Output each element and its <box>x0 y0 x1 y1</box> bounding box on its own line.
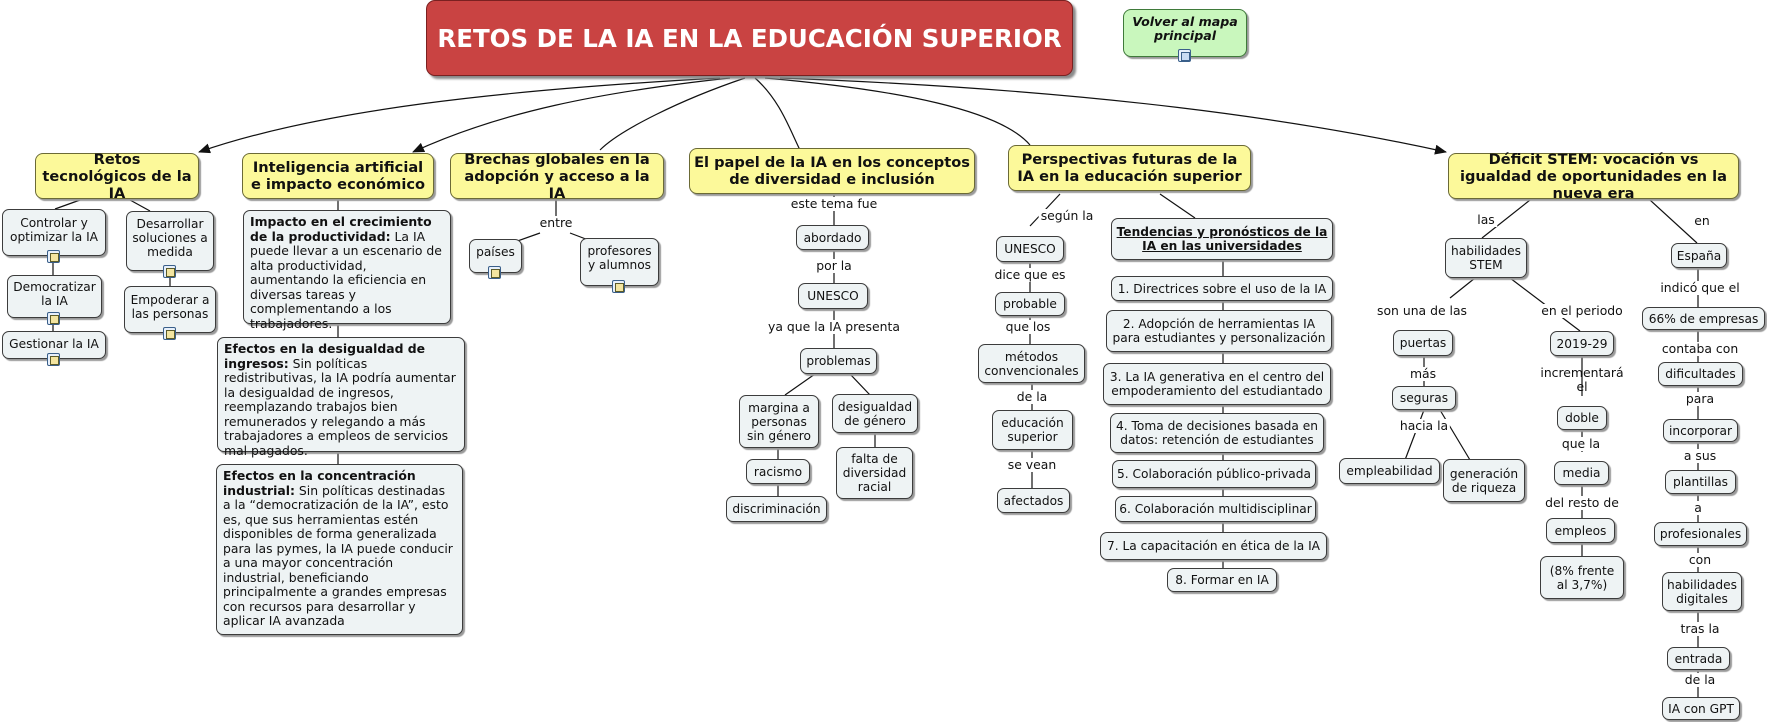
concept-espana: España <box>1671 243 1727 268</box>
concept-problemas: problemas <box>800 348 877 374</box>
concept-paises: países <box>469 239 522 273</box>
link-label: de la <box>1016 389 1048 404</box>
concept-unesco: UNESCO <box>798 283 868 309</box>
concept-media: media <box>1554 461 1609 485</box>
concept-gestionar-ia: Gestionar la IA <box>2 331 106 359</box>
trend-4: 4. Toma de decisiones basada en datos: retención de estudiantes <box>1110 413 1324 453</box>
concept-entrada: entrada <box>1667 647 1730 670</box>
concept-desarrollar-soluciones: Desarrollar soluciones a medida <box>126 211 214 271</box>
concept-porcentaje: (8% frente al 3,7%) <box>1540 556 1624 599</box>
note-heading: Impacto en el crecimiento de la productividad: <box>250 214 432 244</box>
note-heading: Efectos en la desigualdad de ingresos: <box>224 341 426 371</box>
link-label: en <box>1694 213 1710 228</box>
trend-5: 5. Colaboración público-privada <box>1112 460 1316 488</box>
document-icon[interactable] <box>163 327 176 340</box>
concept-tendencias-pronosticos <box>1111 218 1333 260</box>
category-retos-tecnologicos: Retos tecnológicos de la IA <box>35 153 199 199</box>
concept-doble: doble <box>1557 406 1607 430</box>
link-label: indicó que el <box>1660 280 1740 295</box>
concept-profesores-alumnos: profesores y alumnos <box>580 238 659 286</box>
trend-1: 1. Directrices sobre el uso de la IA <box>1111 276 1333 301</box>
link-label: contaba con <box>1661 341 1739 356</box>
note-concentracion-industrial <box>216 464 463 635</box>
trend-2: 2. Adopción de herramientas IA para estudiantes y personalización <box>1106 310 1332 352</box>
concept-unesco: UNESCO <box>996 236 1064 262</box>
concept-educacion-superior: educación superior <box>992 410 1073 450</box>
category-perspectivas-futuras: Perspectivas futuras de la IA en la educación superior <box>1008 145 1251 191</box>
link-label: se vean <box>1007 457 1057 472</box>
link-label: según la <box>1040 208 1094 223</box>
document-icon[interactable] <box>47 312 60 325</box>
concept-ia-con-gpt: IA con GPT <box>1662 697 1740 720</box>
concept-seguras: seguras <box>1392 386 1456 410</box>
document-icon[interactable] <box>612 280 625 293</box>
link-label: por la <box>816 258 852 273</box>
concept-generacion-riqueza: generación de riqueza <box>1443 459 1525 502</box>
trend-8: 8. Formar en IA <box>1167 568 1277 592</box>
link-label-entre: entre <box>539 215 573 230</box>
link-label: del resto de <box>1545 495 1619 510</box>
category-ia-impacto-economico: Inteligencia artificial e impacto económico <box>242 153 434 199</box>
concept-empoderar-personas: Empoderar a las personas <box>124 286 216 333</box>
concept-plantillas: plantillas <box>1665 470 1736 494</box>
document-icon[interactable] <box>488 266 501 279</box>
back-to-main-map-link[interactable]: Volver al mapa principal <box>1123 9 1247 57</box>
concept-dificultades: dificultades <box>1658 362 1743 386</box>
note-text: Sin políticas redistributivas, la IA podría aumentar la desigualdad de ingresos, reemplazando trabajos bien remunerados y relegando a más trabajadores a empleos de servicios mal pagados. <box>224 355 456 458</box>
concept-empleabilidad: empleabilidad <box>1339 458 1440 484</box>
concept-margina-personas: margina a personas sin género <box>739 395 819 448</box>
concept-controlar-ia: Controlar y optimizar la IA <box>2 209 106 256</box>
category-deficit-stem: Déficit STEM: vocación vs igualdad de oportunidades en la nueva era <box>1448 153 1739 199</box>
concept-desigualdad-genero: desigualdad de género <box>832 394 918 433</box>
map-title: RETOS DE LA IA EN LA EDUCACIÓN SUPERIOR <box>426 0 1073 76</box>
trend-3: 3. La IA generativa en el centro del empoderamiento del estudiantado <box>1103 363 1331 405</box>
concept-habilidades-stem: habilidades STEM <box>1445 238 1527 278</box>
link-label: de la <box>1684 672 1716 687</box>
tendencias-title: Tendencias y pronósticos de la IA en las universidades <box>1116 225 1328 253</box>
link-label: a <box>1694 500 1702 515</box>
link-label: ya que la IA presenta <box>768 319 900 334</box>
concept-metodos-convencionales: métodos convencionales <box>978 344 1085 383</box>
link-label: que la <box>1561 436 1601 451</box>
concept-racismo: racismo <box>746 459 810 484</box>
note-heading: Efectos en la concentración industrial: <box>223 468 416 498</box>
note-text: La IA puede llevar a un escenario de alta productividad, aumentando la eficiencia en diversas tareas y complementando a los trabajadores. <box>250 228 442 331</box>
concept-afectados: afectados <box>997 488 1070 513</box>
link-label: este tema fue <box>790 196 878 211</box>
concept-empleos: empleos <box>1546 518 1615 543</box>
document-icon[interactable] <box>47 353 60 366</box>
link-label: en el periodo <box>1541 303 1623 318</box>
link-label: para <box>1685 391 1715 406</box>
trend-7: 7. La capacitación en ética de la IA <box>1100 532 1327 560</box>
concept-discriminacion: discriminación <box>726 496 827 522</box>
link-label: hacia la <box>1399 418 1449 433</box>
map-link-icon[interactable] <box>1178 49 1191 62</box>
concept-incorporar: incorporar <box>1663 419 1738 442</box>
concept-habilidades-digitales: habilidades digitales <box>1662 572 1742 611</box>
concept-puertas: puertas <box>1393 330 1453 356</box>
link-label: a sus <box>1683 448 1717 463</box>
concept-falta-diversidad: falta de diversidad racial <box>836 447 913 499</box>
trend-6: 6. Colaboración multidisciplinar <box>1115 496 1316 522</box>
link-label: dice que es <box>994 267 1066 282</box>
concept-periodo-2019-29: 2019-29 <box>1550 331 1614 356</box>
concept-probable: probable <box>995 292 1065 316</box>
note-crecimiento-productividad <box>243 210 451 331</box>
category-diversidad-inclusion: El papel de la IA en los conceptos de diversidad e inclusión <box>689 148 975 194</box>
concept-democratizar-ia: Democratizar la IA <box>7 275 102 318</box>
note-text: Sin políticas destinadas a la “democratización de la IA”, esto es, que sus herramientas estén disponibles de forma generalizada para las pymes, la IA puede conducir a una mayor concentración industrial, beneficiando principalmente a grandes empresas con recursos para desarrollar y aplicar IA avanzada <box>223 482 453 628</box>
link-label: que los <box>1005 319 1051 334</box>
link-label: las <box>1477 212 1495 227</box>
document-icon[interactable] <box>47 250 60 263</box>
concept-66-empresas: 66% de empresas <box>1642 307 1765 330</box>
link-label: incrementará el <box>1540 365 1624 394</box>
link-label: más <box>1409 366 1437 381</box>
concept-profesionales: profesionales <box>1654 522 1747 546</box>
category-brechas-globales: Brechas globales en la adopción y acceso a la IA <box>450 153 664 199</box>
note-desigualdad-ingresos <box>217 337 465 458</box>
link-label: son una de las <box>1377 303 1467 318</box>
link-label: con <box>1688 552 1712 567</box>
concept-abordado: abordado <box>796 225 869 250</box>
document-icon[interactable] <box>163 265 176 278</box>
link-label: tras la <box>1680 621 1720 636</box>
